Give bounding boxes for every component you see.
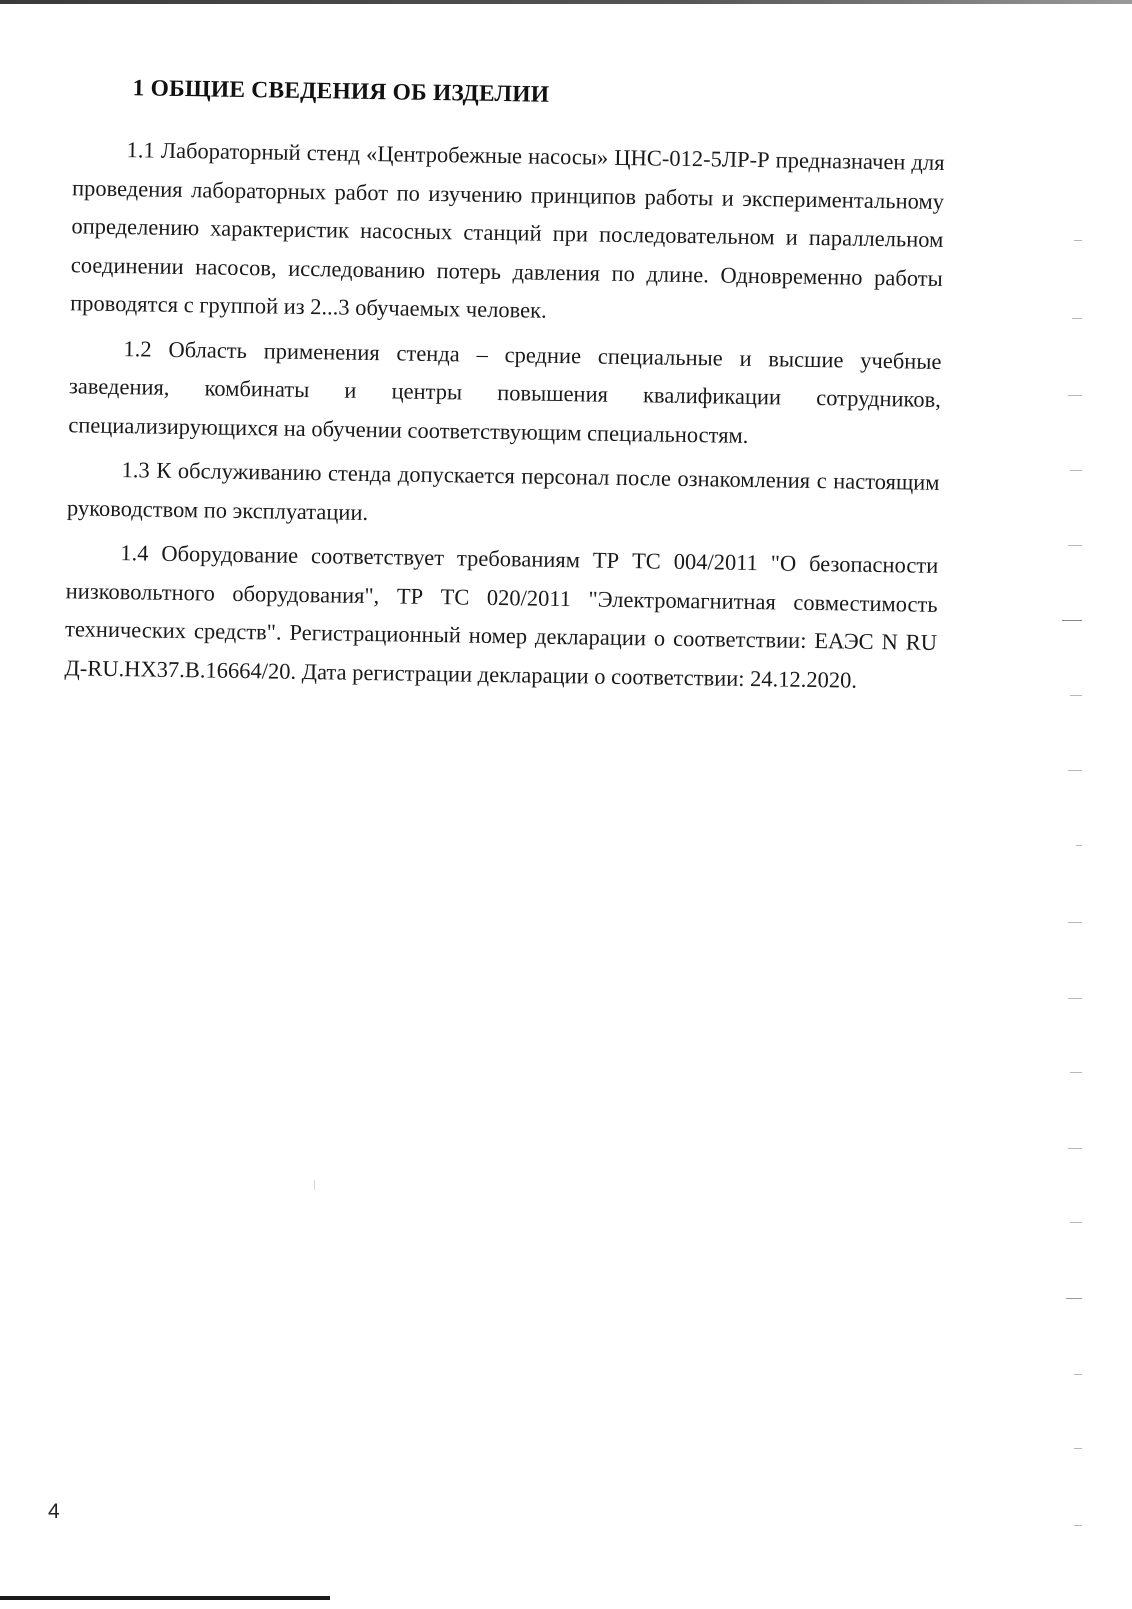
margin-mark xyxy=(1068,545,1082,546)
paragraph-1-4: 1.4 Оборудование соответствует требованиям ТР ТС 004/2011 "О безопасности низковольтного оборудования", ТР ТС 020/2011 "Электромагнитная совместимость технических средств". Регистрационный номер декларации о соответствии: ЕАЭС N RU Д-RU.НХ37.В.16664/20. Дата регистрации декларации о соответствии: 24.12.2020. xyxy=(64,540,939,693)
margin-mark xyxy=(1062,620,1082,621)
margin-mark xyxy=(1074,240,1082,241)
margin-mark xyxy=(1068,1148,1082,1149)
paragraph-1-1: 1.1 Лабораторный стенд «Центробежные насосы» ЦНС-012-5ЛР-Р предназначен для проведения лабораторных работ по изучению принципов работы и экспериментальному определению характеристик насосных станций при последовательном и параллельном соединении насосов, исследованию потерь давления по длине. Одновременно работы проводятся с группой из 2...3 обучаемых человек. xyxy=(70,137,945,323)
margin-mark xyxy=(1076,845,1082,846)
margin-mark xyxy=(1070,470,1082,471)
margin-mark xyxy=(1068,998,1082,999)
margin-mark xyxy=(1074,1374,1082,1375)
margin-mark xyxy=(1072,318,1082,319)
paragraph-1-3: 1.3 К обслуживанию стенда допускается персонал после ознакомления с настоящим руководством по эксплуатации. xyxy=(66,457,940,525)
margin-mark xyxy=(1068,922,1082,923)
margin-mark xyxy=(1070,1222,1082,1223)
margin-mark xyxy=(1070,695,1082,696)
paragraph-1-2: 1.2 Область применения стенда – средние специальные и высшие учебные заведения, комбинаты и центры повышения квалификации сотрудников, специализирующихся на обучении соответствующим специальностям. xyxy=(68,335,942,448)
page-number: 4 xyxy=(48,1500,60,1523)
margin-mark xyxy=(1074,1448,1082,1449)
margin-mark xyxy=(1068,395,1082,396)
section-heading: 1 ОБЩИЕ СВЕДЕНИЯ ОБ ИЗДЕЛИИ xyxy=(132,75,550,108)
binding-margin-marks xyxy=(1052,0,1082,1600)
margin-mark xyxy=(1068,770,1082,771)
margin-mark xyxy=(1070,1072,1082,1073)
margin-mark xyxy=(1066,1298,1082,1299)
margin-mark xyxy=(1074,1525,1082,1526)
section-body xyxy=(64,130,945,707)
scan-speck xyxy=(314,1180,315,1190)
scan-edge-bottom xyxy=(0,1596,330,1600)
